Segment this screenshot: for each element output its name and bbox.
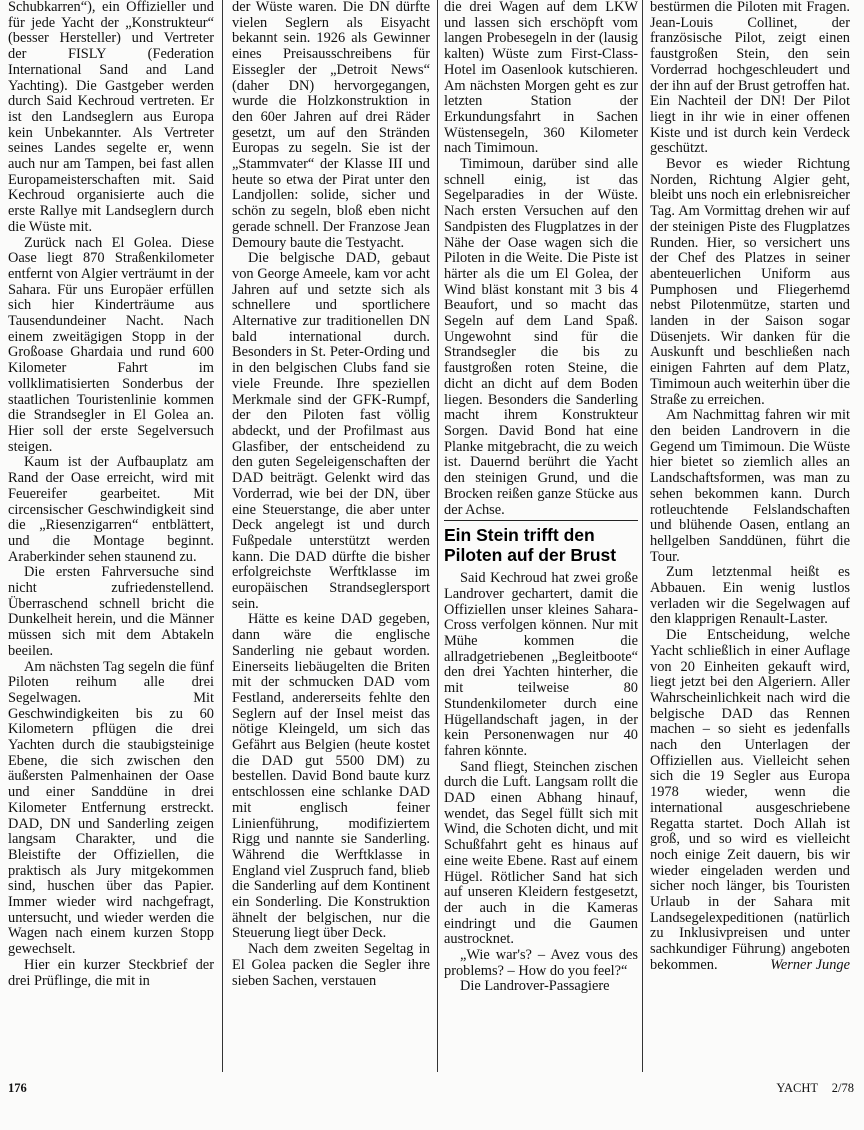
paragraph: Die belgische DAD, gebaut von George Ameele, kam vor acht Jahren auf und setzte sich als schnellere und sportlichere Alternative zur traditionellen DN bald international durch. Besonders in St. Peter-Ording und in den belgischen Clubs fand sie viele Freunde. Ihre speziellen Merkmale sind der GFK-Rumpf, der den Piloten fast völlig abdeckt, und der Profilmast aus Glasfiber, der entscheidend zu den guten Segeleigenschaften der DAD beiträgt. Gelenkt wird das Vorderrad, wie bei der DN, über eine Steuerstange, die aber unter Deck angelegt ist und durch Fußpedale unterstützt werden kann. Die DAD dürfte die bisher erfolgreichste Werftklasse im europäischen Strandseglersport sein. (232, 250, 430, 612)
paragraph: die drei Wagen auf dem LKW und lassen sich erschöpft vom langen Probesegeln in der (lausig kalten) Wüste zum First-Class-Hotel im Oasenlook kutschieren. Am nächsten Morgen geht es zur letzten Station der Erkundungsfahrt in Sachen Wüstensegeln, 360 Kilometer nach Timimoun. (444, 0, 638, 157)
page-number: 176 (8, 1081, 27, 1095)
column-divider (437, 0, 438, 1072)
paragraph: der Wüste waren. Die DN dürfte vielen Seglern als Eisyacht bekannt sein. 1926 als Gewinner eines Preisausschreibens für Eissegler der „Detroit News“ (daher DN) hervorgegangen, wurde die Holzkonstruktion in den 60er Jahren auf drei Räder gesetzt, um auf den Stränden Europas zu segeln. Sie ist der „Stammvater“ der Klasse III und heute so etwa der Pirat unter den Landjollen: solide, sicher und schön zu segeln, bloß eben nicht gerade schnell. Der Franzose Jean Demoury baute die Testyacht. (232, 0, 430, 251)
paragraph: Hier ein kurzer Steckbrief der drei Prüflinge, die mit in (8, 956, 214, 989)
paragraph: Hätte es keine DAD gegeben, dann wäre die englische Sanderling nie gebaut worden. Einerseits liebäugelten die Briten mit der schmucken DAD vom Festland, andererseits fehlte den Seglern auf der Insel meist das nötige Kleingeld, um sich das Gefährt aus Belgien (heute kostet die DAD gut 5500 DM) zu bestellen. David Bond baute kurz entschlossen eine schlanke DAD mit englisch feiner Linienführung, modifiziertem Rigg und nannte sie Sanderling. Während die Werftklasse in England viel Zuspruch fand, blieb die Sanderling auf dem Kontinent ein Sonderling. Die Konstruktion ähnelt der belgischen, nur die Steuerung liegt über Deck. (232, 611, 430, 942)
paragraph: Kaum ist der Aufbauplatz am Rand der Oase erreicht, wird mit Feuereifer gearbeitet. Mit circensischer Geschwindigkeit sind die „Riesenzigarren“ entblättert, und die Montage beginnt. Araberkinder sehen staunend zu. (8, 454, 214, 565)
column-divider (222, 0, 223, 1072)
paragraph: Zurück nach El Golea. Diese Oase liegt 870 Straßenkilometer entfernt von Algier verträumt in der Sahara. Für uns Europäer erfüllen sich hier Kinderträume aus Tausendundeiner Nacht. Nach einem zweitägigen Stopp in der Großoase Ghardaia und rund 600 Kilometer Fahrt im vollklimatisierten Sonderbus der staatlichen Touristenlinie kommen die Strandsegler in El Golea an. Hier soll der erste Segelversuch steigen. (8, 234, 214, 455)
author-signature: Werner Junge (770, 956, 850, 973)
paragraph: Die Landrover-Passagiere (460, 978, 610, 995)
paragraph: „Wie war's? – Avez vous des problems? – How do you feel?“ (444, 947, 638, 979)
text-column-4 (650, 0, 850, 1072)
paragraph-text: Die Entscheidung, welche Yacht schließlich in einer Auflage von 20 Einheiten gekauft wird, liegt jetzt bei den Algeriern. Aller Wahrscheinlichkeit nach wird die belgische DAD das Rennen machen – so sieht es jedenfalls nach den Unterlagen der Offiziellen aus. Vielleicht sehen sich die 19 Segler aus Europa 1978 wieder, wenn die international ausgeschriebene Regatta startet. Doch Allah ist groß, und so wird es vielleicht noch einige Zeit dauern, bis wir wieder eingeladen werden und sicher noch länger, bis Touristen Urlaub in der Sahara mit Landsegelexpeditionen (natürlich zu Inklusivpreisen und unter sachkundiger Führung) angeboten bekommen. (650, 627, 850, 973)
paragraph: Schubkarren“), ein Offizieller und für jede Yacht der „Konstrukteur“ (besser Hersteller) und Vertreter der FISLY (Federation International Sand and Land Yachting). Die Gastgeber werden durch Said Kechroud vertreten. Er ist den Landseglern aus Europa kein Unbekannter. Als Vertreter seines Landes segelte er, wenn auch nur am Tampen, bei fast allen Europameisterschaften mit. Said Kechroud organisierte auch die erste Rallye mit Landseglern durch die Wüste mit. (8, 0, 214, 235)
magazine-name: YACHT (776, 1081, 818, 1095)
issue-number: 2/78 (831, 1081, 854, 1095)
column-divider (642, 0, 643, 1072)
paragraph (650, 628, 850, 973)
text-column-2 (232, 0, 430, 1072)
paragraph: Am Nachmittag fahren wir mit den beiden Landrovern in die Gegend um Timimoun. Die Wüste hier bietet so ziemlich alles an Landschaftsformen, was man zu sehen bekommen kann. Durch rotleuchtende Felslandschaften und blühende Oasen, entlang an hellgelben Sanddünen, führt die Tour. (650, 407, 850, 565)
section-headline: Ein Stein trifft den Piloten auf der Brust (444, 520, 638, 565)
paragraph: Bevor es wieder Richtung Norden, Richtung Algier geht, bleibt uns noch ein erlebnisreicher Tag. Am Vormittag drehen wir auf der steinigen Piste des Flugplatzes Runden. Hier, so versichert uns der Chef des Platzes in seiner abenteuerlichen Uniform aus Pumphosen und Fliegerhemd nebst Pilotenmütze, starten und landen in der Saison sogar Düsenjets. Wir danken für die Auskunft und beschließen nach einigen Fahrten auf dem Platz, Timimoun auch weiterhin über die Straße zu erreichen. (650, 156, 850, 408)
paragraph: Sand fliegt, Steinchen zischen durch die Luft. Langsam rollt die DAD einen Abhang hinauf, wendet, das Segel füllt sich mit Wind, die Schoten dicht, und mit Schußfahrt geht es hinaus auf eine weite Ebene. Rast auf einem Hügel. Rötlicher Sand hat sich auf unseren Kleidern festgesetzt, der auch in die Kameras eindringt und die Gaumen austrocknet. (444, 758, 638, 948)
text-column-1 (8, 0, 214, 1072)
paragraph: Timimoun, darüber sind alle schnell einig, ist das Segelparadies in der Wüste. Nach ersten Versuchen auf den Sandpisten des Flugplatzes in der Nähe der Oase wagen sich die Piloten in die Weite. Die Piste ist härter als die um El Golea, der Wind bläst konstant mit 3 bis 4 Beaufort, und so macht das Segeln auf dem Land Spaß. Ungewohnt sind für die Strandsegler die bis zu faustgroßen roten Steine, die dicht an dicht auf dem Boden liegen. Besonders die Sanderling macht ihrem Konstrukteur Sorgen. David Bond hat eine Planke mitgebracht, die zu weich ist. Dauernd berührt die Yacht den steinigen Grund, und die Brocken reißen ganze Stücke aus der Achse. (444, 156, 638, 518)
paragraph: bestürmen die Piloten mit Fragen. Jean-Louis Collinet, der französische Pilot, zeigt einen faustgroßen Stein, den sein Vorderrad hochgeschleudert und der ihn auf der Brust getroffen hat. Ein Nachteil der DN! Der Pilot liegt in ihr wie in einer offenen Kiste und ist durch kein Verdeck geschützt. (650, 0, 850, 157)
paragraph: Nach dem zweiten Segeltag in El Golea packen die Segler ihre sieben Sachen, verstauen (232, 941, 430, 989)
text-column-3 (444, 0, 638, 1072)
paragraph: Said Kechroud hat zwei große Landrover gechartert, damit die Offiziellen unser kleines Sahara-Cross verfolgen können. Nur mit Mühe kommen die allradgetriebenen „Begleitboote“ den drei Yachten hinterher, die mit teilweise 80 Stundenkilometer durch eine Hügellandschaft jagen, in der kein Personenwagen nur 40 fahren könnte. (444, 570, 638, 759)
paragraph: Die ersten Fahrversuche sind nicht zufriedenstellend. Überraschend schnell bricht die Dunkelheit herein, und die Männer müssen sich mit dem Abtakeln beeilen. (8, 564, 214, 659)
paragraph: Zum letztenmal heißt es Abbauen. Ein wenig lustlos verladen wir die Segelwagen auf den klapprigen Renault-Laster. (650, 564, 850, 628)
paragraph: Am nächsten Tag segeln die fünf Piloten reihum alle drei Segelwagen. Mit Geschwindigkeiten bis zu 60 Kilometern pflügen die drei Yachten durch die staubigsteinige Ebene, die sich zwischen den äußersten Palmenhainen der Oase und einer Sanddüne in drei Kilometer Entfernung erstreckt. DAD, DN und Sanderling zeigen langsam Charakter, und die Bleistifte der Offiziellen, die praktisch als Jury mitgekommen sind, huschen über das Papier. Immer wieder wird nachgefragt, untersucht, und wieder werden die Wagen nach einem kurzen Stopp gewechselt. (8, 658, 214, 958)
